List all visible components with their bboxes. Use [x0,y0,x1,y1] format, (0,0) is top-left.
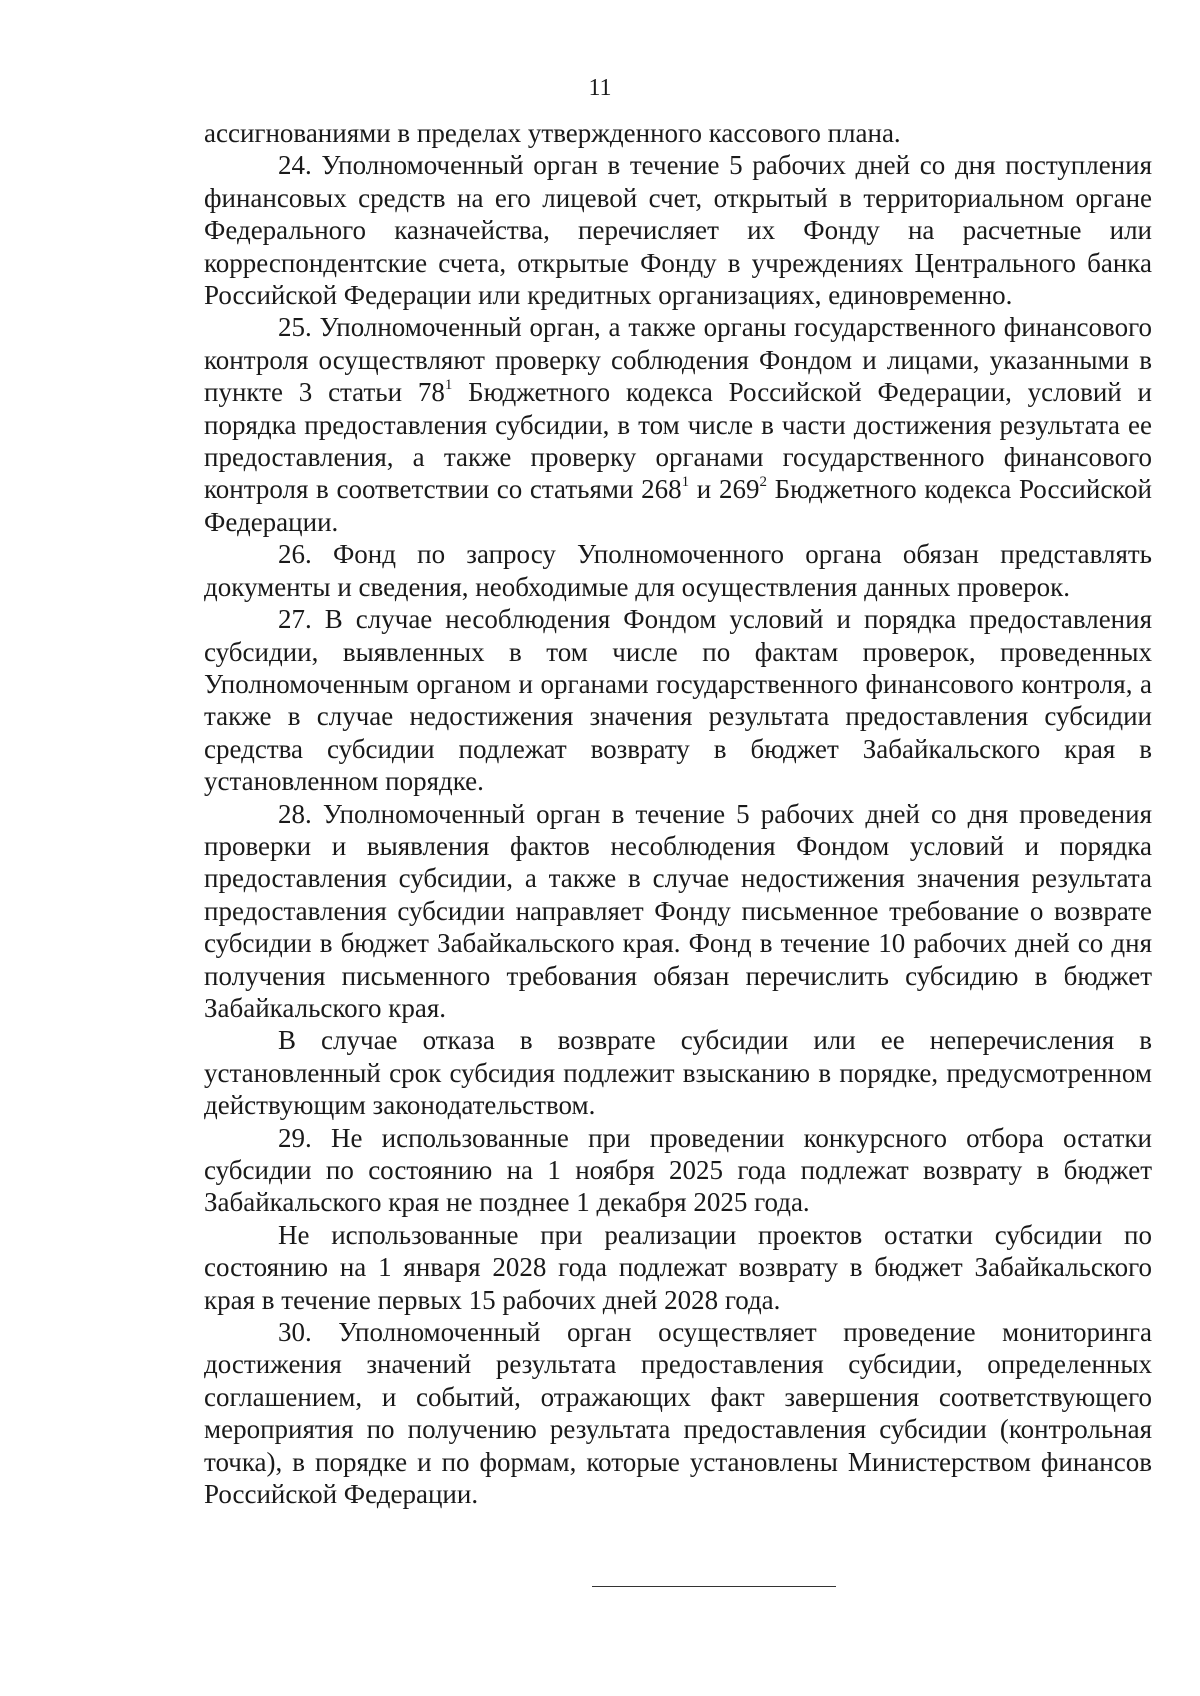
paragraph-25 [204,311,1152,538]
paragraph-28-second: В случае отказа в возврате субсидии или ее неперечисления в установленный срок субсидия подлежит взысканию в порядке, предусмотренном действующим законодательством. [204,1025,1152,1121]
paragraph-27: 27. В случае несоблюдения Фондом условий и порядка предоставления субсидии, выявленных в том числе по фактам проверок, проведенных Уполномоченным органом и органами государственного финансового контроля, а также в случае недостижения значения результата предоставления субсидии средства субсидии подлежат возврату в бюджет Забайкальского края в установленном порядке. [204,604,1152,797]
superscript-1: 1 [444,377,453,394]
paragraph-29: 29. Не использованные при проведении конкурсного отбора остатки субсидии по состоянию на 1 ноября 2025 года подлежат возврату в бюджет Забайкальского края не позднее 1 декабря 2025 года. [204,1122,1152,1218]
superscript-2: 1 [681,474,690,491]
paragraph-25-part-c: и 269 [689,474,760,505]
paragraph-25-part-d: Бюджетного кодекса Российской Федерации. [204,474,1153,537]
paragraph-28: 28. Уполномоченный орган в течение 5 рабочих дней со дня проведения проверки и выявления фактов несоблюдения Фондом условий и порядка предоставления субсидии, а также в случае недостижения значения результата предоставления субсидии направляет Фонду письменное требование о возврате субсидии в бюджет Забайкальского края. Фонд в течение 10 рабочих дней со дня получения письменного требования обязан перечислить субсидию в бюджет Забайкальского края. [204,798,1152,1023]
end-of-document-rule [592,1586,836,1587]
paragraph-29-second: Не использованные при реализации проектов остатки субсидии по состоянию на 1 января 2028 года подлежат возврату в бюджет Забайкальского края в течение первых 15 рабочих дней 2028 года. [204,1219,1152,1315]
paragraph-continuation: ассигнованиями в пределах утвержденного кассового плана. [204,118,901,148]
paragraph-25-part-b: Бюджетного кодекса Российской Федерации, условий и порядка предоставления субсидии, в том числе в части достижения результата ее предоставления, а также проверку органами государственного финансового контроля в соответствии со статьями 268 [204,377,1152,505]
paragraph-24: 24. Уполномоченный орган в течение 5 рабочих дней со дня поступления финансовых средств на его лицевой счет, открытый в территориальном органе Федерального казначейства, перечисляет их Фонду на расчетные или корреспондентские счета, открытые Фонду в учреждениях Центрального банка Российской Федерации или кредитных организациях, единовременно. [204,150,1152,311]
document-body [204,117,1152,1510]
paragraph-30: 30. Уполномоченный орган осуществляет проведение мониторинга достижения значений результата предоставления субсидии, определенных соглашением, и событий, отражающих факт завершения соответствующего мероприятия по получению результата предоставления субсидии (контрольная точка), в порядке и по формам, которые установлены Министерством финансов Российской Федерации. [204,1317,1152,1510]
page-number: 11 [588,75,612,101]
paragraph-26: 26. Фонд по запросу Уполномоченного органа обязан представлять документы и сведения, необходимые для осуществления данных проверок. [204,539,1152,602]
superscript-3: 2 [759,474,767,491]
paragraph-25-part-a: 25. Уполномоченный орган, а также органы государственного финансового контроля осуществляют проверку соблюдения Фондом и лицами, указанными в пункте 3 статьи 78 [204,312,1152,408]
